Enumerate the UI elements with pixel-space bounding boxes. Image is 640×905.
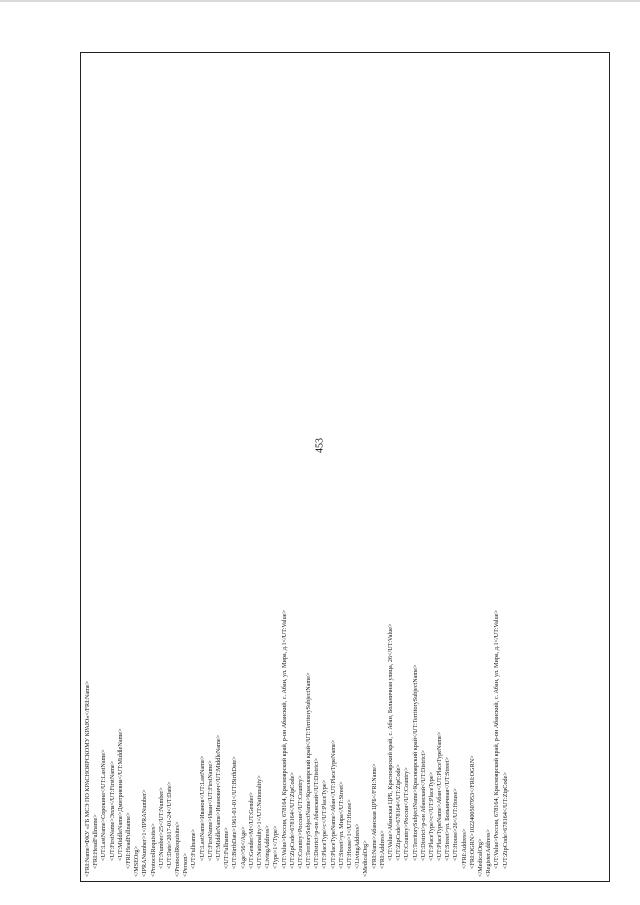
xml-line: <UT:Country>Россия</UT:Country> (296, 775, 304, 869)
xml-listing (81, 53, 510, 882)
xml-line: <FRI:OGRN>1022400507953</FRI:OGRN> (468, 755, 476, 869)
xml-line: <RegisterAddress> (485, 829, 493, 877)
xml-line: <UT:LastName>Сорокина</UT:LastName> (100, 749, 108, 861)
xml-line: <UT:Value>Абанская ЦРБ, Красноярский край, с. Абан, Больничная улица, 26</UT:Value> (386, 623, 394, 861)
scan-edge (0, 0, 640, 2)
xml-line: <FRI:HeadFullname> (92, 814, 100, 869)
xml-line: <UT:MiddleName>Дмитриевна</UT:MiddleName> (116, 728, 124, 861)
rotated-content (81, 53, 610, 882)
xml-line: <LivingAddress> (264, 825, 272, 869)
xml-line: <UT:MiddleName>Иванович</UT:MiddleName> (215, 734, 222, 861)
xml-line: <UT:LastName>Иванов</UT:LastName> (198, 755, 206, 861)
xml-line: <UT:Gender>M</UT:Gender> (247, 792, 255, 869)
xml-line: <UT:House>26</UT:House> (452, 788, 460, 861)
xml-line: </FRI:HeadFullname> (124, 812, 132, 869)
xml-line: </MedicalOrg> (477, 838, 484, 877)
xml-line: </MSEOrg> (133, 846, 141, 877)
xml-line: <UT:PlaceType>с</UT:PlaceType> (427, 771, 435, 861)
xml-line: <UT:House>1</UT:House> (346, 799, 353, 869)
xml-line: </ProtocolRequisites> (174, 821, 182, 877)
xml-line: <UT:FirstName>Элла</UT:FirstName> (108, 760, 116, 861)
xml-line: <Type>1</Type> (272, 825, 280, 869)
xml-line: <Age>56</Age> (239, 826, 247, 869)
xml-line: </FRI:Address> (460, 828, 468, 869)
xml-line: <UT:Number>25</UT:Number> (157, 787, 165, 869)
xml-line: <Person> (182, 853, 190, 877)
xml-line: <ProtocolRequisites> (149, 823, 157, 877)
xml-line: <UT:Fullname> (190, 828, 198, 869)
xml-line: <UT:Street>ул. Мира</UT:Street> (337, 781, 345, 869)
xml-line: <UT:District>р-он Абанский</UT:District> (313, 758, 321, 869)
xml-line: <UT:TerritorySubjectName>Красноярский край</UT:TerritorySubjectName> (305, 672, 313, 869)
xml-line: <UT:District>р-он Абанский</UT:District> (419, 750, 427, 861)
xml-line: <UT:ZipCode>678164</UT:ZipCode> (395, 764, 403, 861)
xml-line: <UT:Date>2017-01-24</UT:Date> (165, 781, 173, 869)
xml-line: <UT:BirthDate>1961-01-01</UT:BirthDate> (231, 756, 239, 869)
xml-line: <UT:TerritorySubjectName>Красноярский край</UT:TerritorySubjectName> (411, 664, 419, 861)
xml-line: </UT:Fullname> (223, 827, 231, 869)
xml-line: <FRI:Name>Абанская ЦРБ</FRI:Name> (370, 763, 378, 869)
xml-line: <IPRANumber>1</IPRANumber> (141, 789, 149, 877)
xml-line: <UT:Value>Россия, 678164, Красноярский край, р-он Абанский, с. Абан, ул. Мира, д.1</UT:Value> (280, 610, 288, 869)
xml-line: <MedicalOrg> (362, 840, 370, 877)
xml-line: <UT:ZipCode>678164</UT:ZipCode> (288, 772, 296, 869)
xml-line: <UT:Country>Россия</UT:Country> (403, 767, 411, 861)
xml-line: <UT:Street>ул. Больничная</UT:Street> (444, 757, 452, 861)
xml-line: <UT:PlaceTypeName>Абан</UT:PlaceTypeName> (329, 739, 337, 869)
xml-line: <UT:ZipCode>678164</UT:ZipCode> (501, 772, 509, 869)
xml-listing-frame (80, 52, 610, 882)
xml-line: <UT:PlaceTypeName>Абан</UT:PlaceTypeName> (436, 731, 444, 861)
xml-line: </LivingAddress> (354, 823, 362, 869)
xml-line: <FRI:Name>ФКУ «ГБ МСЭ ПО КРАСНОЯРСКОМУ КРАЮ»</FRI:Name> (84, 680, 91, 877)
xml-line: <UT:Nationality>1</UT:Nationality> (255, 775, 263, 869)
xml-line: <UT:Value>Россия, 678164, Красноярский край, р-он Абанский, с. Абан, ул. Мира, д.1</UT:Value> (493, 610, 501, 869)
xml-line: <UT:PlaceType>с</UT:PlaceType> (321, 779, 329, 869)
page-number: 453 (314, 438, 326, 453)
xml-line: <UT:FirstName>Иван</UT:FirstName> (206, 760, 214, 861)
xml-line: <FRI:Address> (378, 830, 386, 869)
